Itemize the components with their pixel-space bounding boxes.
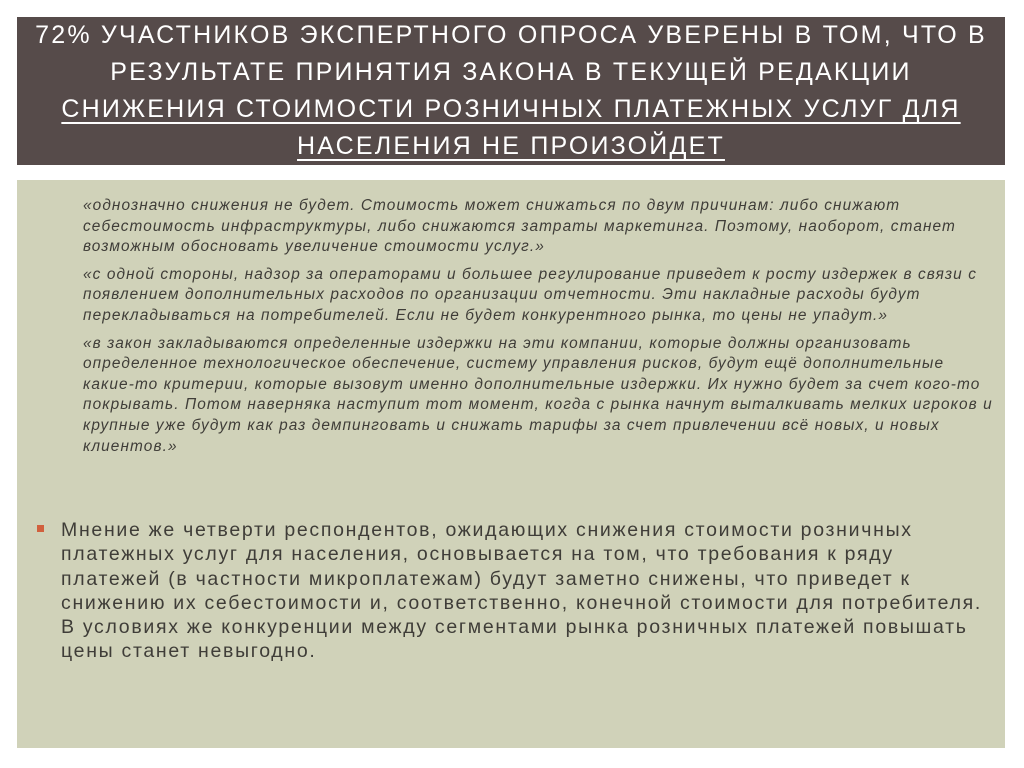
bullet-text: Мнение же четверти респондентов, ожидающих снижения стоимости розничных платежных услуг для населения, основывается на том, что требования к ряду платежей (в частности микроплатежам) будут заметно снижены, что приведет к снижению их себестоимости и, соответственно, конечной стоимости для потребителя. В условиях же конкуренции между сегментами рынка розничных платежей повышать цены станет невыгодно. — [61, 519, 983, 663]
title-text-plain: 72% УЧАСТНИКОВ ЭКСПЕРТНОГО ОПРОСА УВЕРЕНЫ В ТОМ, ЧТО В РЕЗУЛЬТАТЕ ПРИНЯТИЯ ЗАКОНА В ТЕКУЩЕЙ РЕДАКЦИИ — [35, 21, 987, 86]
title-text-underlined: СНИЖЕНИЯ СТОИМОСТИ РОЗНИЧНЫХ ПЛАТЕЖНЫХ УСЛУГ ДЛЯ НАСЕЛЕНИЯ НЕ ПРОИЗОЙДЕТ — [61, 95, 961, 160]
bullet-item — [37, 518, 992, 664]
bullet-square-icon — [37, 525, 44, 532]
quote-3: «в закон закладываются определенные издержки на эти компании, которые должны организовать определенное технологическое обеспечение, систему управления рисков, будут ещё дополнительные какие-то критерии, которые вызовут именно дополнительные издержки. Их нужно будет за счет кого-то покрывать. Потом наверняка наступит тот момент, когда с рынка начнут выталкивать мелких игроков и крупные уже будут как раз демпинговать и снижать тарифы за счет привлечении всё новых, и новых клиентов.» — [83, 334, 993, 455]
title-bar — [17, 17, 1005, 165]
slide-title — [17, 17, 1005, 165]
quotes-block — [83, 196, 993, 464]
quote-1: «однозначно снижения не будет. Стоимость может снижаться по двум причинам: либо снижают себестоимость инфраструктуры, либо снижаются затраты маркетинга. Поэтому, наоборот, станет возможным обосновать увеличение стоимости услуг.» — [83, 197, 956, 256]
quote-2: «с одной стороны, надзор за операторами и большее регулирование приведет к росту издержек в связи с появлением дополнительных расходов по организации отчетности. Эти накладные расходы будут перекладываться на потребителей. Если не будет конкурентного рынка, то цены не упадут.» — [83, 265, 978, 324]
content-box — [17, 180, 1005, 748]
